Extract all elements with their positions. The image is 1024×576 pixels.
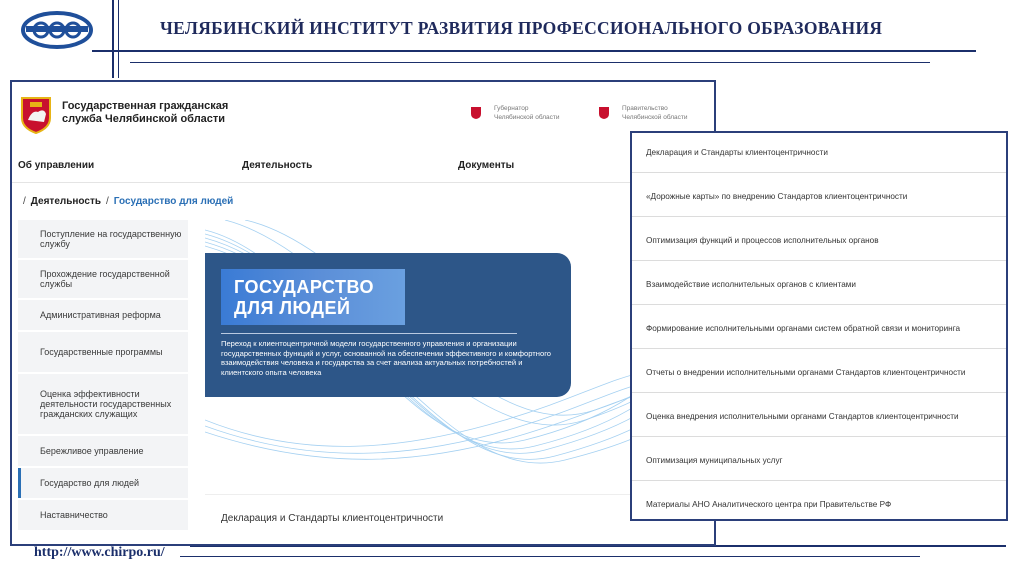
breadcrumb-separator: / <box>23 196 26 207</box>
side-menu-item-reform[interactable]: Административная реформа <box>18 300 188 330</box>
breadcrumb <box>18 196 233 207</box>
panel-item-feedback[interactable]: Формирование исполнительными органами систем обратной связи и мониторинга <box>632 309 1006 349</box>
side-menu-item-mentoring[interactable]: Наставничество <box>18 500 188 530</box>
side-menu-item-evaluation[interactable]: Оценка эффективности деятельности государственных гражданских служащих <box>18 374 188 434</box>
panel-item-reports[interactable]: Отчеты о внедрении исполнительными органами Стандартов клиентоцентричности <box>632 353 1006 393</box>
site-name-line1: Государственная гражданская <box>62 100 229 112</box>
documents-list-panel <box>630 131 1008 521</box>
hero-title-line1: ГОСУДАРСТВО <box>234 277 374 297</box>
side-menu <box>18 220 188 532</box>
slide-footer-rule-2 <box>180 556 920 557</box>
governor-link[interactable]: Губернатор Челябинской области <box>494 105 560 121</box>
hero-title-line2: ДЛЯ ЛЮДЕЙ <box>234 298 351 318</box>
panel-item-roadmaps[interactable]: «Дорожные карты» по внедрению Стандартов клиентоцентричности <box>632 177 1006 217</box>
chirpo-logo-icon <box>20 10 94 50</box>
government-link[interactable]: Правительство Челябинской области <box>622 105 688 121</box>
hero-card[interactable] <box>205 253 571 397</box>
side-menu-item-lean[interactable]: Бережливое управление <box>18 436 188 466</box>
nav-activity[interactable]: Деятельность <box>242 160 313 171</box>
side-menu-item-programs[interactable]: Государственные программы <box>18 332 188 372</box>
panel-item-materials[interactable]: Материалы АНО Аналитического центра при Правительстве РФ <box>632 485 1006 521</box>
nav-about[interactable]: Об управлении <box>18 160 95 171</box>
panel-item-declaration[interactable]: Декларация и Стандарты клиентоцентричности <box>632 133 1006 173</box>
governor-emblem-icon <box>470 106 482 125</box>
breadcrumb-activity[interactable]: Деятельность <box>30 196 102 207</box>
main-nav <box>12 148 714 183</box>
breadcrumb-current[interactable]: Государство для людей <box>113 196 234 207</box>
slide-divider-vertical-2 <box>118 0 119 78</box>
hero-badge <box>221 269 405 325</box>
site-name-line2: служба Челябинской области <box>62 113 226 125</box>
side-menu-item-admission[interactable]: Поступление на государственную службу <box>18 220 188 258</box>
hero-description: Переход к клиентоцентричной модели государственного управления и организации государственных функций и услуг, основанной на обеспечении эффективного и комфортного взаимодействия человека и государства за счет анализа актуальных потребностей и клиентского опыта человека <box>221 339 552 377</box>
breadcrumb-separator: / <box>106 196 109 207</box>
panel-item-optimization[interactable]: Оптимизация функций и процессов исполнительных органов <box>632 221 1006 261</box>
slide-title: ЧЕЛЯБИНСКИЙ ИНСТИТУТ РАЗВИТИЯ ПРОФЕССИОНАЛЬНОГО ОБРАЗОВАНИЯ <box>160 18 883 38</box>
site-name[interactable] <box>62 100 228 126</box>
hero-divider <box>221 333 517 334</box>
slide-header-rule-2 <box>130 62 930 63</box>
side-menu-item-service[interactable]: Прохождение государственной службы <box>18 260 188 298</box>
panel-item-interaction[interactable]: Взаимодействие исполнительных органов с клиентами <box>632 265 1006 305</box>
panel-item-assessment[interactable]: Оценка внедрения исполнительными органами Стандартов клиентоцентричности <box>632 397 1006 437</box>
slide-divider-vertical <box>112 0 114 78</box>
side-menu-item-state-for-people[interactable]: Государство для людей <box>18 468 188 498</box>
region-emblem-icon <box>18 94 54 139</box>
panel-item-municipal[interactable]: Оптимизация муниципальных услуг <box>632 441 1006 481</box>
footer-url[interactable]: http://www.chirpo.ru/ <box>34 545 165 560</box>
declaration-link[interactable]: Декларация и Стандарты клиентоцентричности <box>221 513 444 524</box>
website-screenshot <box>10 80 716 546</box>
site-header <box>12 82 714 148</box>
nav-documents[interactable]: Документы <box>458 160 515 171</box>
government-emblem-icon <box>598 106 610 125</box>
slide-header-rule <box>92 50 976 52</box>
